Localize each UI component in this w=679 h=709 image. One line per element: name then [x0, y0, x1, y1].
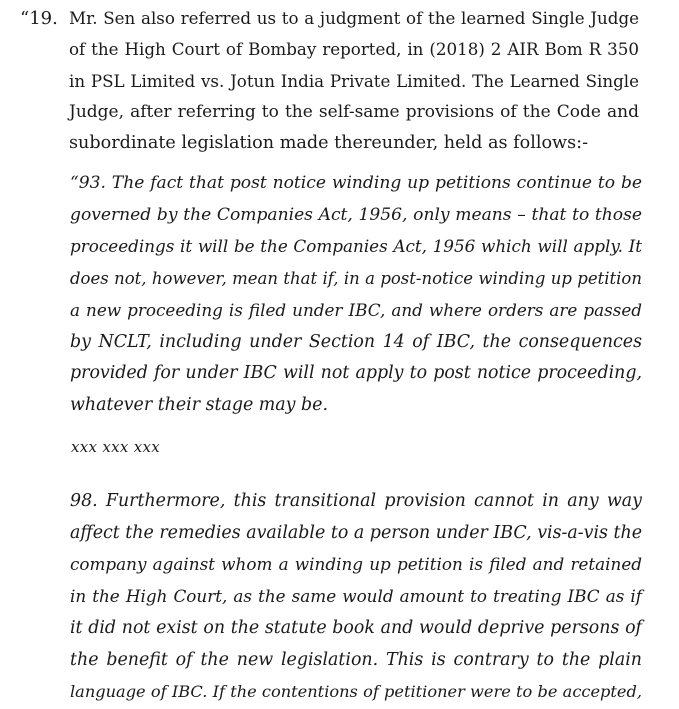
quote-line: by NCLT, including under Section 14 of IBC, the consequences [70, 331, 642, 352]
quote-line: affect the remedies available to a person under IBC, vis-a-vis the [70, 522, 642, 543]
quote-line: whatever their stage may be. [70, 394, 328, 415]
quote-line: provided for under IBC will not apply to post notice proceeding, [70, 363, 642, 384]
quote-line: it did not exist on the statute book and would deprive persons of [70, 617, 642, 638]
quote-line: a new proceeding is filed under IBC, and where orders are passed [70, 299, 642, 320]
paragraph-line: of the High Court of Bombay reported, in (2018) 2 AIR Bom R 350 [69, 39, 639, 60]
quote-line: does not, however, mean that if, in a post-notice winding up petition [70, 269, 642, 289]
paragraph-line: Judge, after referring to the self-same provisions of the Code and [69, 101, 639, 122]
quote-line: 98. Furthermore, this transitional provision cannot in any way [70, 491, 642, 511]
paragraph-number: “19. [20, 8, 58, 29]
paragraph-line: in PSL Limited vs. Jotun India Private Limited. The Learned Single [69, 70, 639, 91]
paragraph-19-body [69, 3, 639, 159]
quote-line: in the High Court, as the same would amount to treating IBC as if [70, 586, 642, 607]
quote-line: the benefit of the new legislation. This is contrary to the plain [70, 649, 642, 670]
quote-line: company against whom a winding up petition is filed and retained [70, 554, 642, 575]
quote-paragraph-93 [70, 168, 642, 422]
quote-line: language of IBC. If the contentions of petitioner were to be accepted, [70, 682, 642, 702]
paragraph-line: subordinate legislation made thereunder, held as follows:- [69, 133, 589, 154]
quote-line: proceedings it will be the Companies Act, 1956 which will apply. It [70, 236, 642, 257]
quote-paragraph-98 [70, 486, 642, 708]
quote-line: “93. The fact that post notice winding up petitions continue to be [70, 173, 642, 193]
quote-line: governed by the Companies Act, 1956, only means – that to those [70, 204, 642, 225]
omission-marker: xxx xxx xxx [71, 438, 160, 456]
paragraph-line: Mr. Sen also referred us to a judgment of the learned Single Judge [69, 8, 639, 28]
